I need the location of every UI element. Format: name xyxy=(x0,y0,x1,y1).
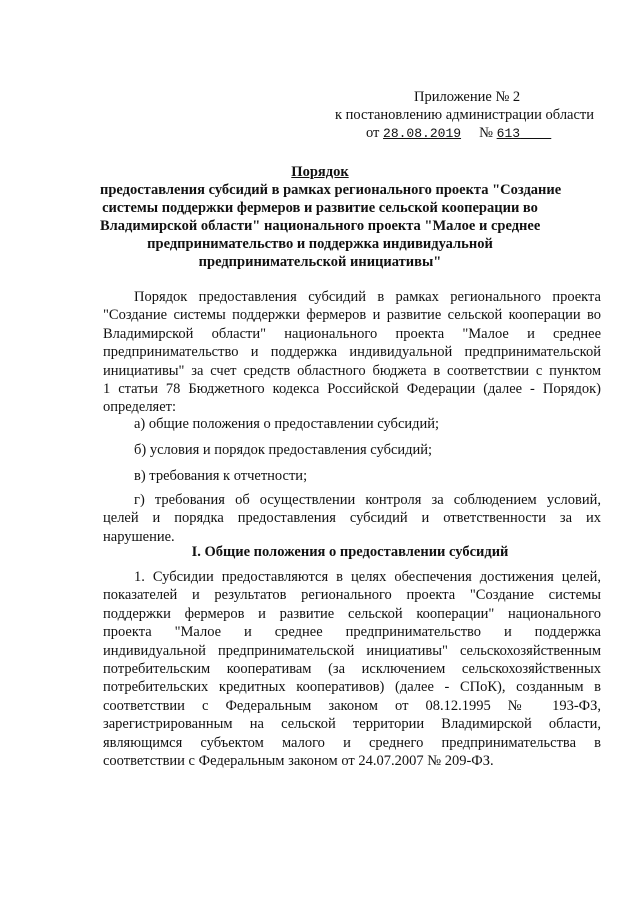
title-line: системы поддержки фермеров и развитие сельской кооперации во xyxy=(102,200,538,216)
paragraph-line: г) требования об осуществлении контроля за соблюдением условий, xyxy=(134,492,601,508)
resolution-reference: к постановлению администрации области xyxy=(335,107,595,123)
list-item-g xyxy=(103,491,601,546)
resolution-number: 613 xyxy=(496,126,521,141)
paragraph-line: Владимирской области" национального проекта "Малое и среднее xyxy=(103,325,601,342)
paragraph-line: поддержки фермеров и развитие сельской кооперации" национального xyxy=(103,605,601,622)
paragraph-line: определяет: xyxy=(103,399,177,416)
document-title xyxy=(100,163,562,271)
section1-paragraph xyxy=(103,568,601,770)
paragraph-line: индивидуальной предпринимательской инициативы" сельскохозяйственным xyxy=(103,642,601,659)
paragraph-line: соответствии с Федеральным законом от 24.07.2007 № 209-ФЗ. xyxy=(103,753,494,770)
paragraph-line: зарегистрированным на сельской территории Владимирской области, xyxy=(103,716,601,733)
paragraph-line: 1. Субсидии предоставляются в целях обеспечения достижения целей, xyxy=(134,569,601,585)
paragraph-line: соответствии с Федеральным законом от 08.12.1995 № 193-ФЗ, xyxy=(103,697,601,714)
paragraph-line: "Создание системы поддержки фермеров и развитие сельской кооперации во xyxy=(103,307,601,324)
paragraph-line: целей и порядка предоставления субсидий и ответственности за их xyxy=(103,510,601,527)
list-item-v: в) требования к отчетности; xyxy=(134,468,308,484)
title-line: Владимирской области" национального проекта "Малое и среднее xyxy=(100,218,541,234)
paragraph-line: показателей и результатов регионального проекта "Создание системы xyxy=(103,587,601,604)
title-line: предпринимательской инициативы" xyxy=(198,254,442,270)
appendix-label: Приложение № 2 xyxy=(414,89,521,105)
list-item-b: б) условия и порядок предоставления субсидий; xyxy=(134,442,433,458)
paragraph-line: Порядок предоставления субсидий в рамках регионального проекта xyxy=(134,289,601,305)
document-header xyxy=(300,88,600,143)
paragraph-line: предпринимательство и поддержка индивидуальной предпринимательской xyxy=(103,344,601,361)
title-line: предпринимательство и поддержка индивидуальной xyxy=(147,236,493,252)
title-main: Порядок xyxy=(291,164,349,180)
intro-paragraph xyxy=(103,288,601,417)
list-item-a: а) общие положения о предоставлении субсидий; xyxy=(134,416,440,432)
date-prefix: от xyxy=(366,125,380,141)
section-heading: I. Общие положения о предоставлении субсидий xyxy=(191,544,509,560)
paragraph-line: инициативы" за счет средств областного бюджета в соответствии с пунктом xyxy=(103,362,601,379)
paragraph-line: потребительских кредитных кооперативов) (далее - СПоК), созданным в xyxy=(103,679,601,696)
resolution-date: 28.08.2019 xyxy=(383,126,462,141)
paragraph-line: потребительским кооперативам (за исключением сельскохозяйственных xyxy=(103,661,601,678)
number-prefix: № xyxy=(479,125,494,141)
paragraph-line: нарушение. xyxy=(103,528,175,545)
paragraph-line: являющимся субъектом малого и среднего предпринимательства в xyxy=(103,734,601,751)
paragraph-line: проекта "Малое и среднее предпринимательство и поддержка xyxy=(103,624,601,641)
title-line: предоставления субсидий в рамках регионального проекта "Создание xyxy=(100,182,562,198)
paragraph-line: 1 статьи 78 Бюджетного кодекса Российской Федерации (далее - Порядок) xyxy=(103,381,601,398)
date-number-line xyxy=(300,124,600,143)
